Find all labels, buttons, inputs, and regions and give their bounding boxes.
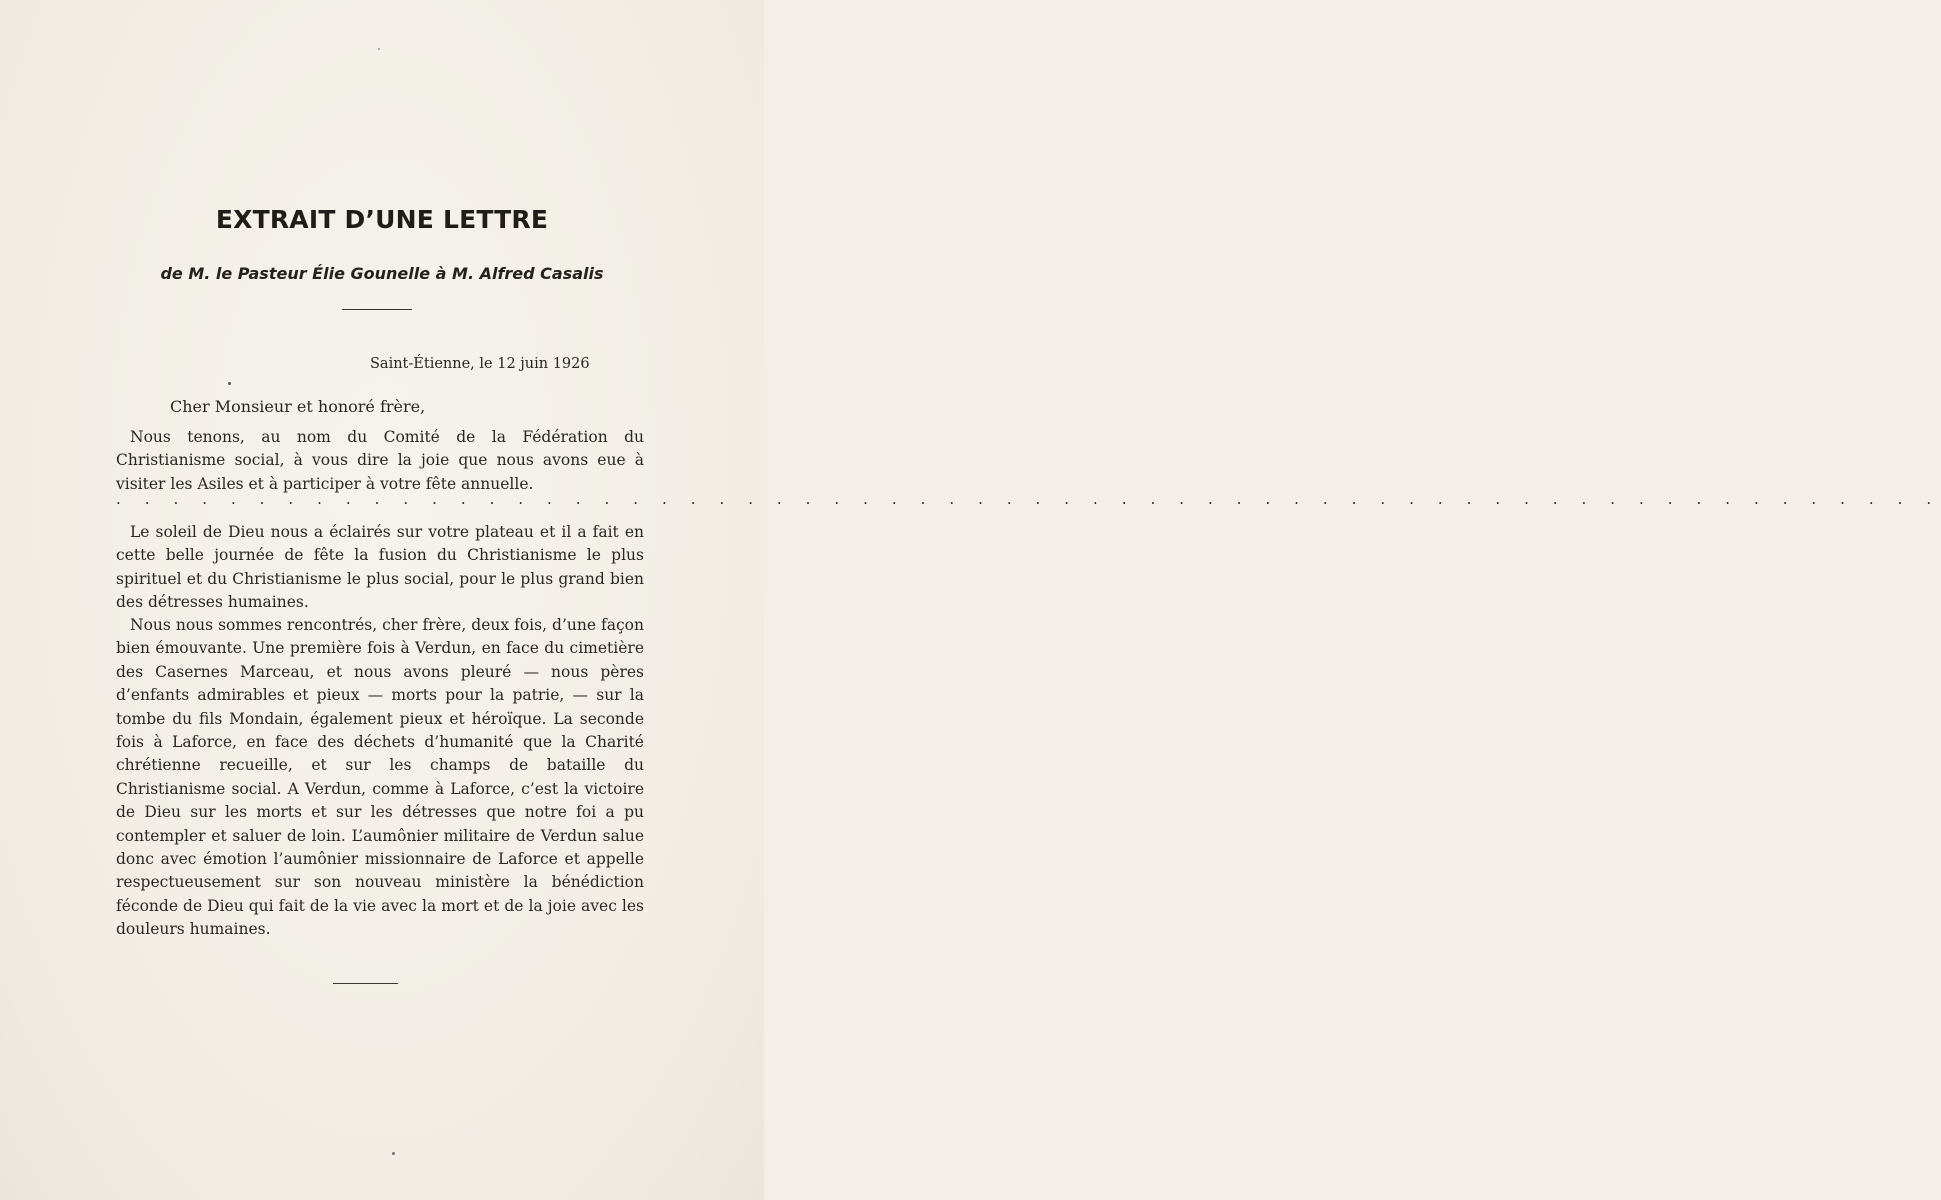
ink-speck bbox=[228, 382, 231, 385]
paragraph-text: Nous tenons, au nom du Comité de la Fédération du Christianisme social, à vous dire la joie que nous avons eue à visiter les Asiles et à participer à votre fête annuelle. bbox=[116, 428, 644, 493]
omission-dots: . . . . . . . . . . . . . . . . . . . . . . . . . . . . . . . . . . . . . . . . . . . . . . . . . . . . . . . . . . . . . . . . bbox=[116, 490, 1941, 508]
letter-paragraph-2 bbox=[116, 521, 644, 615]
paragraph-text: Nous nous sommes rencontrés, cher frère, deux fois, d’une façon bien émouvante. Une première fois à Verdun, en face du cimetière des Casernes Marceau, et nous avons pleuré — nous pères d’enfants admirables et pieux — morts pour la patrie, — sur la tombe du fils Mondain, également pieux et héroïque. La seconde fois à Laforce, en face des déchets d’humanité que la Charité chrétienne recueille, et sur les champs de bataille du Christianisme social. A Verdun, comme à Laforce, c’est la victoire de Dieu sur les morts et sur les détresses que notre foi a pu contempler et saluer de loin. L’aumônier militaire de Verdun salue donc avec émotion l’aumônier missionnaire de Laforce et appelle respectueusement sur son nouveau ministère la bénédiction féconde de Dieu qui fait de la vie avec la mort et de la joie avec les douleurs humaines. bbox=[116, 616, 644, 939]
letter-salutation: Cher Monsieur et honoré frère, bbox=[170, 397, 426, 416]
letter-dateline: Saint-Étienne, le 12 juin 1926 bbox=[370, 356, 590, 372]
closing-divider bbox=[333, 983, 398, 984]
paragraph-text: Le soleil de Dieu nous a éclairés sur votre plateau et il a fait en cette belle journée de fête la fusion du Christianisme le plus spirituel et du Christianisme le plus social, pour le plus grand bien des détresses humaines. bbox=[116, 523, 644, 612]
paper-speck bbox=[392, 1152, 395, 1155]
paper-speck bbox=[378, 48, 380, 50]
document-subtitle: de M. le Pasteur Élie Gounelle à M. Alfred Casalis bbox=[160, 264, 604, 283]
letter-paragraph-3 bbox=[116, 614, 644, 942]
letter-paragraph-1 bbox=[116, 426, 644, 496]
title-divider bbox=[342, 309, 412, 310]
document-title: EXTRAIT D’UNE LETTRE bbox=[215, 205, 549, 234]
